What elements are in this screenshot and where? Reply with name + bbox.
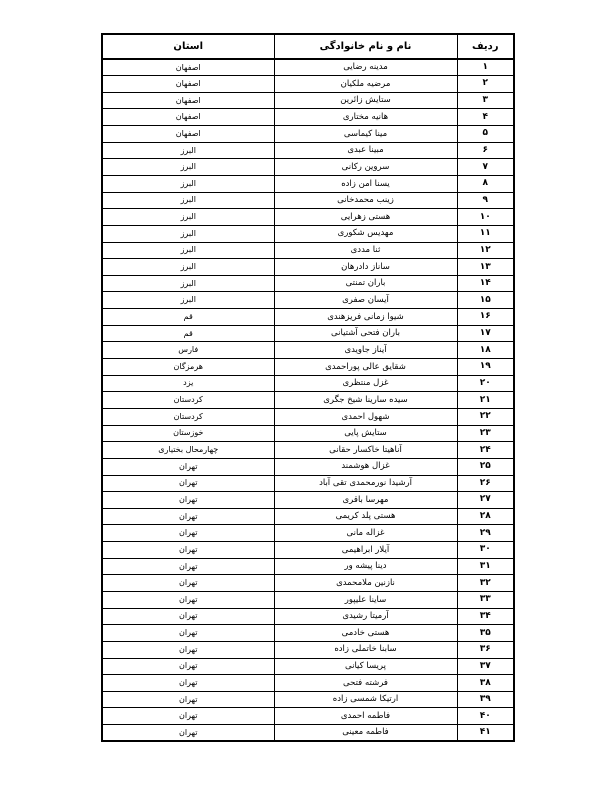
province-cell: تهران [102,592,274,609]
province-cell: البرز [102,192,274,209]
table-row [102,408,514,425]
province-cell: تهران [102,508,274,525]
row-number-cell: ۲۲ [457,408,514,425]
table-row [102,608,514,625]
province-cell: اصفهان [102,109,274,126]
table-row [102,658,514,675]
table-row [102,575,514,592]
table-row [102,492,514,509]
header-province: استان [102,34,274,59]
row-number-cell: ۸ [457,175,514,192]
row-number-cell: ۲۰ [457,375,514,392]
table-row [102,126,514,143]
full-name-cell: آیناز جاویدی [274,342,457,359]
row-number-cell: ۳۴ [457,608,514,625]
table-row [102,142,514,159]
full-name-cell: هانیه مختاری [274,109,457,126]
province-cell: تهران [102,641,274,658]
province-cell: البرز [102,209,274,226]
table-row [102,275,514,292]
table-row [102,691,514,708]
province-cell: تهران [102,542,274,559]
province-cell: قم [102,309,274,326]
province-cell: تهران [102,558,274,575]
province-cell: تهران [102,475,274,492]
row-number-cell: ۴۰ [457,708,514,725]
province-cell: کردستان [102,408,274,425]
table-row [102,625,514,642]
full-name-cell: ثنا مددی [274,242,457,259]
row-number-cell: ۱۷ [457,325,514,342]
table-row [102,641,514,658]
province-cell: کردستان [102,392,274,409]
full-name-cell: باران فتحی آشتیانی [274,325,457,342]
full-name-cell: مهدیس شکوری [274,225,457,242]
province-cell: چهارمحال بختیاری [102,442,274,459]
full-name-cell: هستی پلد کریمی [274,508,457,525]
full-name-cell: سابنا خاتملی زاده [274,641,457,658]
table-row [102,425,514,442]
province-cell: البرز [102,259,274,276]
row-number-cell: ۱۶ [457,309,514,326]
full-name-cell: باران تمنتی [274,275,457,292]
full-name-cell: سیده سارینا شیخ جگری [274,392,457,409]
full-name-cell: شیوا زمانی فریزهندی [274,309,457,326]
table-row [102,458,514,475]
row-number-cell: ۳۶ [457,641,514,658]
full-name-cell: آرشیدا نورمحمدی تقی آباد [274,475,457,492]
table-row [102,242,514,259]
header-full-name: نام و نام خانوادگی [274,34,457,59]
full-name-cell: نازنین ملامحمدی [274,575,457,592]
province-cell: اصفهان [102,126,274,143]
row-number-cell: ۲۶ [457,475,514,492]
row-number-cell: ۱۳ [457,259,514,276]
table-row [102,542,514,559]
table-row [102,175,514,192]
province-cell: البرز [102,175,274,192]
province-cell: تهران [102,492,274,509]
province-cell: البرز [102,225,274,242]
province-cell: تهران [102,675,274,692]
table-row [102,192,514,209]
table-row [102,225,514,242]
province-cell: اصفهان [102,59,274,76]
table-row [102,725,514,742]
table-row [102,342,514,359]
row-number-cell: ۲۳ [457,425,514,442]
province-cell: یزد [102,375,274,392]
row-number-cell: ۱۰ [457,209,514,226]
full-name-cell: آیلار ابراهیمی [274,542,457,559]
full-name-cell: فرشته فتحی [274,675,457,692]
header-row [102,34,514,59]
table-body [102,59,514,741]
full-name-cell: فاطمه احمدی [274,708,457,725]
province-cell: تهران [102,725,274,742]
table-row [102,442,514,459]
province-cell: البرز [102,242,274,259]
table-row [102,259,514,276]
full-name-cell: یسنا امن زاده [274,175,457,192]
full-name-cell: پریسا کیانی [274,658,457,675]
full-name-cell: مبینا عبدی [274,142,457,159]
table-row [102,325,514,342]
full-name-cell: هستی زهرایی [274,209,457,226]
table-row [102,76,514,93]
row-number-cell: ۱۹ [457,359,514,376]
row-number-cell: ۳۳ [457,592,514,609]
province-cell: تهران [102,691,274,708]
row-number-cell: ۳۷ [457,658,514,675]
table-row [102,675,514,692]
full-name-cell: مرضیه ملکیان [274,76,457,93]
table-row [102,159,514,176]
row-number-cell: ۱۵ [457,292,514,309]
row-number-cell: ۶ [457,142,514,159]
table-row [102,292,514,309]
table-row [102,708,514,725]
row-number-cell: ۲ [457,76,514,93]
province-cell: تهران [102,575,274,592]
row-number-cell: ۲۹ [457,525,514,542]
row-number-cell: ۲۵ [457,458,514,475]
row-number-cell: ۲۷ [457,492,514,509]
full-name-cell: زینب محمدخانی [274,192,457,209]
row-number-cell: ۱۱ [457,225,514,242]
province-cell: البرز [102,292,274,309]
table-row [102,309,514,326]
full-name-cell: غزل منتظری [274,375,457,392]
full-name-cell: دینا پیشه ور [274,558,457,575]
table-row [102,392,514,409]
table-row [102,508,514,525]
province-cell: قم [102,325,274,342]
province-cell: اصفهان [102,76,274,93]
full-name-cell: آرمیتا رشیدی [274,608,457,625]
full-name-cell: ساناز دادرهان [274,259,457,276]
row-number-cell: ۳۲ [457,575,514,592]
full-name-cell: ارتیکا شمسی زاده [274,691,457,708]
full-name-cell: غزاله مانی [274,525,457,542]
participants-table [101,33,515,742]
row-number-cell: ۲۱ [457,392,514,409]
full-name-cell: آیسان صفری [274,292,457,309]
header-row-number: ردیف [457,34,514,59]
row-number-cell: ۴۱ [457,725,514,742]
table-row [102,375,514,392]
table-row [102,558,514,575]
row-number-cell: ۳۵ [457,625,514,642]
row-number-cell: ۴ [457,109,514,126]
row-number-cell: ۲۸ [457,508,514,525]
province-cell: البرز [102,275,274,292]
full-name-cell: مینا کیماسی [274,126,457,143]
full-name-cell: ساینا علیپور [274,592,457,609]
province-cell: هرمزگان [102,359,274,376]
row-number-cell: ۷ [457,159,514,176]
table-row [102,592,514,609]
row-number-cell: ۹ [457,192,514,209]
full-name-cell: شهول احمدی [274,408,457,425]
table-row [102,59,514,76]
table-row [102,359,514,376]
table-row [102,109,514,126]
full-name-cell: مهرسا باقری [274,492,457,509]
row-number-cell: ۳۱ [457,558,514,575]
province-cell: فارس [102,342,274,359]
row-number-cell: ۵ [457,126,514,143]
full-name-cell: آناهیتا خاکسار حقانی [274,442,457,459]
full-name-cell: هستی خادمی [274,625,457,642]
row-number-cell: ۳۸ [457,675,514,692]
row-number-cell: ۱۸ [457,342,514,359]
full-name-cell: ستایش پایی [274,425,457,442]
row-number-cell: ۲۴ [457,442,514,459]
province-cell: البرز [102,142,274,159]
province-cell: تهران [102,458,274,475]
full-name-cell: ستایش زائرین [274,92,457,109]
province-cell: اصفهان [102,92,274,109]
full-name-cell: مدینه رضایی [274,59,457,76]
full-name-cell: فاطمه معینی [274,725,457,742]
province-cell: تهران [102,658,274,675]
table-row [102,525,514,542]
province-cell: تهران [102,625,274,642]
province-cell: تهران [102,708,274,725]
row-number-cell: ۱۲ [457,242,514,259]
row-number-cell: ۳۹ [457,691,514,708]
table-row [102,475,514,492]
province-cell: خوزستان [102,425,274,442]
full-name-cell: غزال هوشمند [274,458,457,475]
full-name-cell: سروین رکانی [274,159,457,176]
row-number-cell: ۱ [457,59,514,76]
row-number-cell: ۳ [457,92,514,109]
table-row [102,209,514,226]
row-number-cell: ۱۴ [457,275,514,292]
province-cell: البرز [102,159,274,176]
row-number-cell: ۳۰ [457,542,514,559]
full-name-cell: شقایق عالی پوراحمدی [274,359,457,376]
province-cell: تهران [102,525,274,542]
table-row [102,92,514,109]
province-cell: تهران [102,608,274,625]
